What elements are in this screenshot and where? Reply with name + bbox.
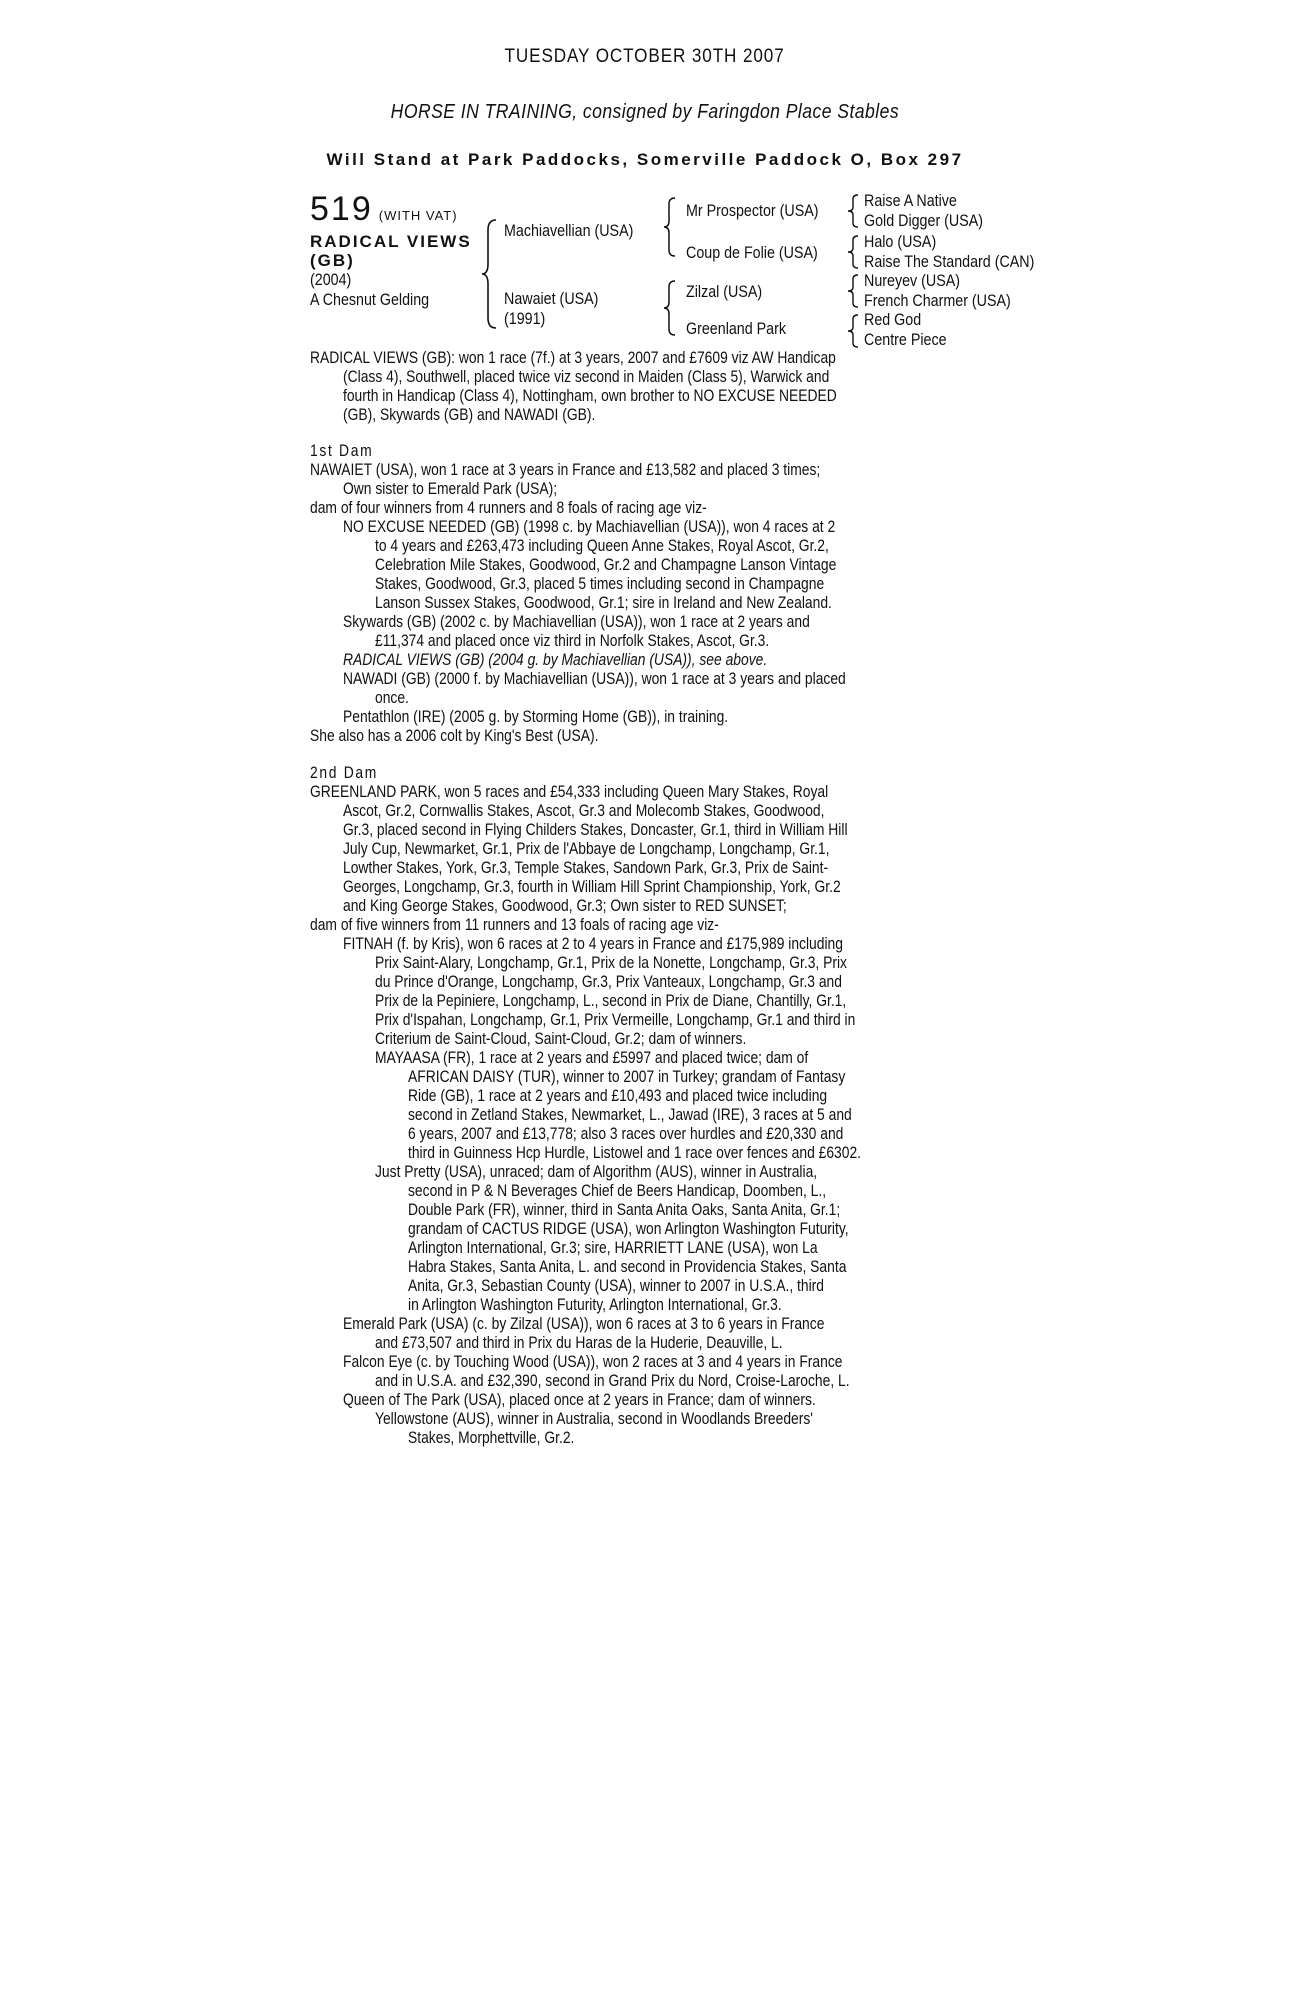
sale-date: TUESDAY OCTOBER 30TH 2007 — [504, 46, 786, 67]
pedigree-dsd: French Charmer (USA) — [864, 291, 1011, 310]
horse-origin: (GB) — [310, 251, 355, 270]
vat-note: (WITH VAT) — [378, 208, 458, 223]
pedigree-brace-main — [480, 218, 500, 330]
pedigree-dss: Nureyev (USA) — [864, 271, 961, 290]
horse-description: A Chesnut Gelding — [310, 290, 430, 309]
pedigree-sds: Halo (USA) — [864, 232, 937, 251]
pedigree-brace-ds — [846, 273, 860, 309]
pedigree-dam-sire: Zilzal (USA) — [686, 282, 763, 301]
pedigree-dam-dam: Greenland Park — [686, 319, 787, 338]
horse-year: (2004) — [310, 270, 352, 289]
stand-location: Will Stand at Park Paddocks, Somerville Paddock O, Box 297 — [326, 150, 964, 169]
first-dam-heading: 1st Dam — [310, 442, 374, 460]
consignment-heading: HORSE IN TRAINING, consigned by Faringdon Place Stables — [390, 101, 900, 123]
pedigree-dam-year: (1991) — [504, 309, 546, 328]
pedigree-sss: Raise A Native — [864, 191, 957, 210]
pedigree-brace-ss — [846, 193, 860, 229]
pedigree-dam: Nawaiet (USA) — [504, 289, 599, 308]
pedigree-brace-dam — [662, 279, 678, 337]
pedigree-sdd: Raise The Standard (CAN) — [864, 252, 1035, 271]
first-dam-section: 1st Dam NAWAIET (USA), won 1 race at 3 years in France and £13,582 and placed 3 times; Own sister to Emerald Park (USA); dam of four winners from 4 runners and 8 foals of racing age viz- NO EXCUSE NEEDED (GB) (1998 c. by Machiavellian (USA)), won 4 races at 2 to 4 years and £263,473 including Queen Anne Stakes, Royal Ascot, Gr.2, Celebration Mile Stakes, Goodwood, Gr.2 and Champagne Lanson Vintage Stakes, Goodwood, Gr.3, placed 5 times including second in Champagne Lanson Sussex Stakes, Goodwood, Gr.1; sire in Ireland and New Zealand. Skywards (GB) (2002 c. by Machiavellian (USA)), won 1 race at 2 years and £11,374 and placed once viz third in Norfolk Stakes, Ascot, Gr.3. RADICAL VIEWS (GB) (2004 g. by Machiavellian (USA)), see above. NAWADI (GB) (2000 f. by Machiavellian (USA)), won 1 race at 3 years and placed once. Pentathlon (IRE) (2005 g. by Storming Home (GB)), in training. She also has a 2006 colt by King's Best (USA). — [310, 442, 990, 746]
second-dam-section: 2nd Dam GREENLAND PARK, won 5 races and £54,333 including Queen Mary Stakes, Royal Ascot, Gr.2, Cornwallis Stakes, Ascot, Gr.3 and Molecomb Stakes, Goodwood, Gr.3, placed second in Flying Childers Stakes, Doncaster, Gr.1, third in William Hill July Cup, Newmarket, Gr.1, Prix de l'Abbaye de Longchamp, Longchamp, Gr.1, Lowther Stakes, York, Gr.3, Temple Stakes, Sandown Park, Gr.3, Prix de Saint- Georges, Longchamp, Gr.3, fourth in William Hill Sprint Championship, York, Gr.2 and King George Stakes, Goodwood, Gr.3; Own sister to RED SUNSET; dam of five winners from 11 runners and 13 foals of racing age viz- FITNAH (f. by Kris), won 6 races at 2 to 4 years in France and £175,989 including Prix Saint-Alary, Longchamp, Gr.1, Prix de la Nonette, Longchamp, Gr.3, Prix du Prince d'Orange, Longchamp, Gr.3, Prix Vanteaux, Longchamp, Gr.3 and Prix de la Pepiniere, Longchamp, L., second in Prix de Diane, Chantilly, Gr.1, Prix d'Ispahan, Longchamp, Gr.1, Prix Vermeille, Longchamp, Gr.1 and third in Criterium de Saint-Cloud, Saint-Cloud, Gr.2; dam of winners. MAYAASA (FR), 1 race at 2 years and £5997 and placed twice; dam of AFRICAN DAISY (TUR), winner to 2007 in Turkey; grandam of Fantasy Ride (GB), 1 race at 2 years and £10,493 and placed twice including second in Zetland Stakes, Newmarket, L., Jawad (IRE), 3 races at 5 and 6 years, 2007 and £13,778; also 3 races over hurdles and £20,330 and third in Guinness Hcp Hurdle, Listowel and 1 race over fences and £6302. Just Pretty (USA), unraced; dam of Algorithm (AUS), winner in Australia, second in P & N Beverages Chief de Beers Handicap, Doomben, L., Double Park (FR), winner, third in Santa Anita Oaks, Santa Anita, Gr.1; grandam of CACTUS RIDGE (USA), won Arlington Washington Futurity, Arlington International, Gr.3; sire, HARRIETT LANE (USA), won La Habra Stakes, Santa Anita, L. and second in Providencia Stakes, Santa Anita, Gr.3, Sebastian County (USA), winner to 2007 in U.S.A., third in Arlington Washington Futurity, Arlington International, Gr.3. Emerald Park (USA) (c. by Zilzal (USA)), won 6 races at 3 to 6 years in France and £73,507 and third in Prix du Haras de la Huderie, Deauville, L. Falcon Eye (c. by Touching Wood (USA)), won 2 races at 3 and 4 years in France and in U.S.A. and £32,390, second in Grand Prix du Nord, Croise-Laroche, L. Queen of The Park (USA), placed once at 2 years in France; dam of winners. Yellowstone (AUS), winner in Australia, second in Woodlands Breeders' Stakes, Morphettville, Gr.2. — [310, 764, 990, 1448]
pedigree-brace-sire — [662, 196, 678, 258]
lot-number: 519 — [310, 190, 373, 228]
pedigree-brace-dd — [846, 313, 860, 349]
pedigree-sire-dam: Coup de Folie (USA) — [686, 243, 818, 262]
pedigree-brace-sd — [846, 234, 860, 270]
pedigree-sire-sire: Mr Prospector (USA) — [686, 201, 819, 220]
pedigree-dds: Red God — [864, 310, 922, 329]
lot-number-block — [310, 190, 458, 229]
horse-name: RADICAL VIEWS — [310, 232, 472, 251]
race-summary: RADICAL VIEWS (GB): won 1 race (7f.) at 3 years, 2007 and £7609 viz AW Handicap (Class 4), Southwell, placed twice viz second in Maiden (Class 5), Warwick and fourth in Handicap (Class 4), Nottingham, own brother to NO EXCUSE NEEDED (GB), Skywards (GB) and NAWADI (GB). — [310, 349, 837, 424]
pedigree-sire: Machiavellian (USA) — [504, 221, 634, 240]
pedigree-ssd: Gold Digger (USA) — [864, 211, 984, 230]
second-dam-heading: 2nd Dam — [310, 764, 379, 782]
pedigree-ddd: Centre Piece — [864, 330, 947, 349]
